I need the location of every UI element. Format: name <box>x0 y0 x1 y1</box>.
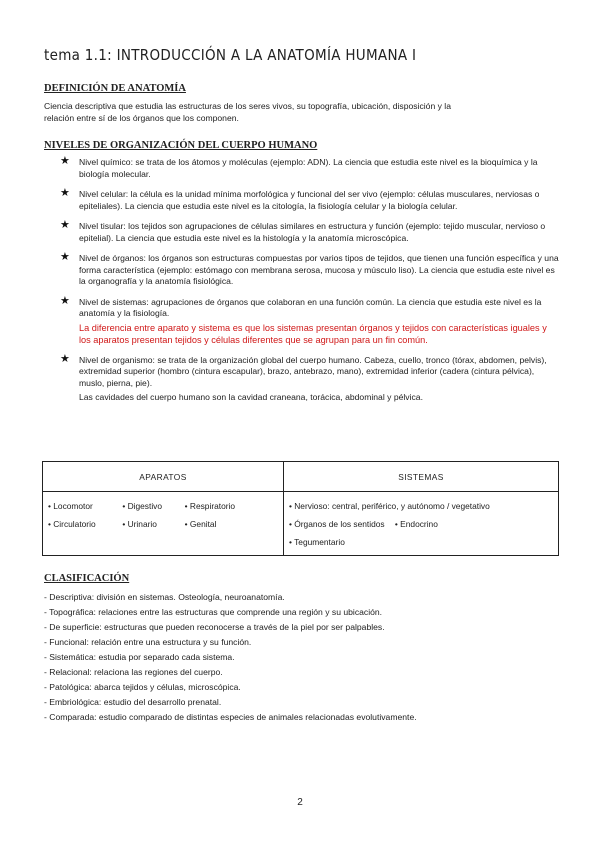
clasificacion-item: - De superficie: estructuras que pueden reconocerse a través de la piel por ser palpables. <box>44 622 385 632</box>
definicion-line-1: Ciencia descriptiva que estudia las estructuras de los seres vivos, su topografía, ubicación, disposición y la <box>44 101 451 111</box>
star-icon: ★ <box>60 155 70 167</box>
sistema-item: • Endocrino <box>394 519 438 529</box>
star-icon: ★ <box>60 352 70 365</box>
clasificacion-list <box>44 590 564 725</box>
aparatos-sistemas-table <box>42 461 559 556</box>
page-number: 2 <box>297 797 303 808</box>
aparatos-row <box>48 497 278 515</box>
sistema-item: • Tegumentario <box>289 537 345 547</box>
aparato-sistema-note: La diferencia entre aparato y sistema es que los sistemas presentan órganos y tejidos con características iguales y los aparatos presentan tejidos y células diferentes que se agrupan para un fin común. <box>79 322 547 345</box>
sistemas-row <box>289 515 553 533</box>
nivel-item <box>60 294 560 346</box>
nivel-text: Nivel tisular: los tejidos son agrupaciones de células similares en estructura y función (ejemplo: tejido muscular, nervioso o epitelial). La ciencia que estudia este nivel es la histología y la anatomía microscópica. <box>79 221 546 243</box>
clasificacion-item: - Embriológica: estudio del desarrollo prenatal. <box>44 697 222 707</box>
star-icon: ★ <box>60 294 70 307</box>
nivel-text: Nivel químico: se trata de los átomos y moléculas (ejemplo: ADN). La ciencia que estudia este nivel es la bioquímica y la biología molecular. <box>79 157 538 179</box>
aparatos-cell <box>43 492 284 556</box>
nivel-text: Nivel de órganos: los órganos son estructuras compuestas por varios tipos de tejidos, que tienen una función específica y una forma característica (ejemplo: estómago con membrana serosa, mucosa y músculo liso). La ciencia que estudia este nivel es la organografía y la anatomía fisiológica. <box>79 253 559 286</box>
nivel-item <box>60 189 560 212</box>
nivel-item <box>60 352 560 404</box>
clasificacion-heading: CLASIFICACIÓN <box>44 573 130 584</box>
nivel-item <box>60 221 560 244</box>
sistema-item: • Órganos de los sentidos <box>289 519 385 529</box>
clasificacion-item: - Relacional: relaciona las regiones del cuerpo. <box>44 667 223 677</box>
definicion-heading: DEFINICIÓN DE ANATOMÍA <box>44 83 186 94</box>
star-icon: ★ <box>60 187 70 199</box>
clasificacion-item: - Funcional: relación entre una estructura y su función. <box>44 637 252 647</box>
aparatos-header: APARATOS <box>43 462 284 492</box>
sistemas-cell <box>284 492 559 556</box>
star-icon: ★ <box>60 219 70 231</box>
aparatos-row <box>48 515 278 533</box>
aparato-item: • Respiratorio <box>184 501 236 511</box>
nivel-text: Nivel de sistemas: agrupaciones de órganos que colaboran en una función común. La ciencia que estudia este nivel es la anatomía y la fisiología. <box>79 296 542 318</box>
star-icon: ★ <box>60 251 70 263</box>
nivel-item <box>60 253 560 288</box>
sistemas-header: SISTEMAS <box>284 462 559 492</box>
aparato-item: • Locomotor <box>48 501 93 511</box>
aparato-item: • Urinario <box>122 519 157 529</box>
nivel-item <box>60 157 560 180</box>
page-title: tema 1.1: INTRODUCCIÓN A LA ANATOMÍA HUMANA I <box>44 46 417 64</box>
nivel-text: Nivel de organismo: se trata de la organización global del cuerpo humano. Cabeza, cuello, tronco (tórax, abdomen, pelvis), extremidad superior (hombro (cintura escapular), brazo, antebrazo, mano), extremidad inferior (cadera (cintura pélvica), muslo, pierna, pie). <box>79 354 547 388</box>
clasificacion-item: - Topográfica: relaciones entre las estructuras que comprende una región y su ubicación. <box>44 607 383 617</box>
aparato-item: • Genital <box>184 519 217 529</box>
sistema-item: • Nervioso: central, periférico, y autónomo / vegetativo <box>289 501 490 511</box>
clasificacion-item: - Patológica: abarca tejidos y células, microscópica. <box>44 682 241 692</box>
nivel-text: Nivel celular: la célula es la unidad mínima morfológica y funcional del ser vivo (ejemplo: células musculares, nerviosas o epiteliales). La ciencia que estudia este nivel es la citología, la fisiología celular y la biología celular. <box>79 189 540 211</box>
definicion-line-2: relación entre sí de los órganos que los componen. <box>44 113 239 123</box>
clasificacion-item: - Comparada: estudio comparado de distintas especies de animales relacionadas evolutivamente. <box>44 712 417 722</box>
niveles-heading: NIVELES DE ORGANIZACIÓN DEL CUERPO HUMANO <box>44 140 318 151</box>
clasificacion-item: - Sistemática: estudia por separado cada sistema. <box>44 652 235 662</box>
niveles-list <box>60 157 560 404</box>
definicion-text <box>44 100 559 124</box>
clasificacion-item: - Descriptiva: división en sistemas. Osteología, neuroanatomía. <box>44 592 285 602</box>
aparato-item: • Digestivo <box>122 501 163 511</box>
aparato-item: • Circulatorio <box>48 519 96 529</box>
cavidades-text: Las cavidades del cuerpo humano son la cavidad craneana, torácica, abdominal y pélvica. <box>79 392 423 402</box>
